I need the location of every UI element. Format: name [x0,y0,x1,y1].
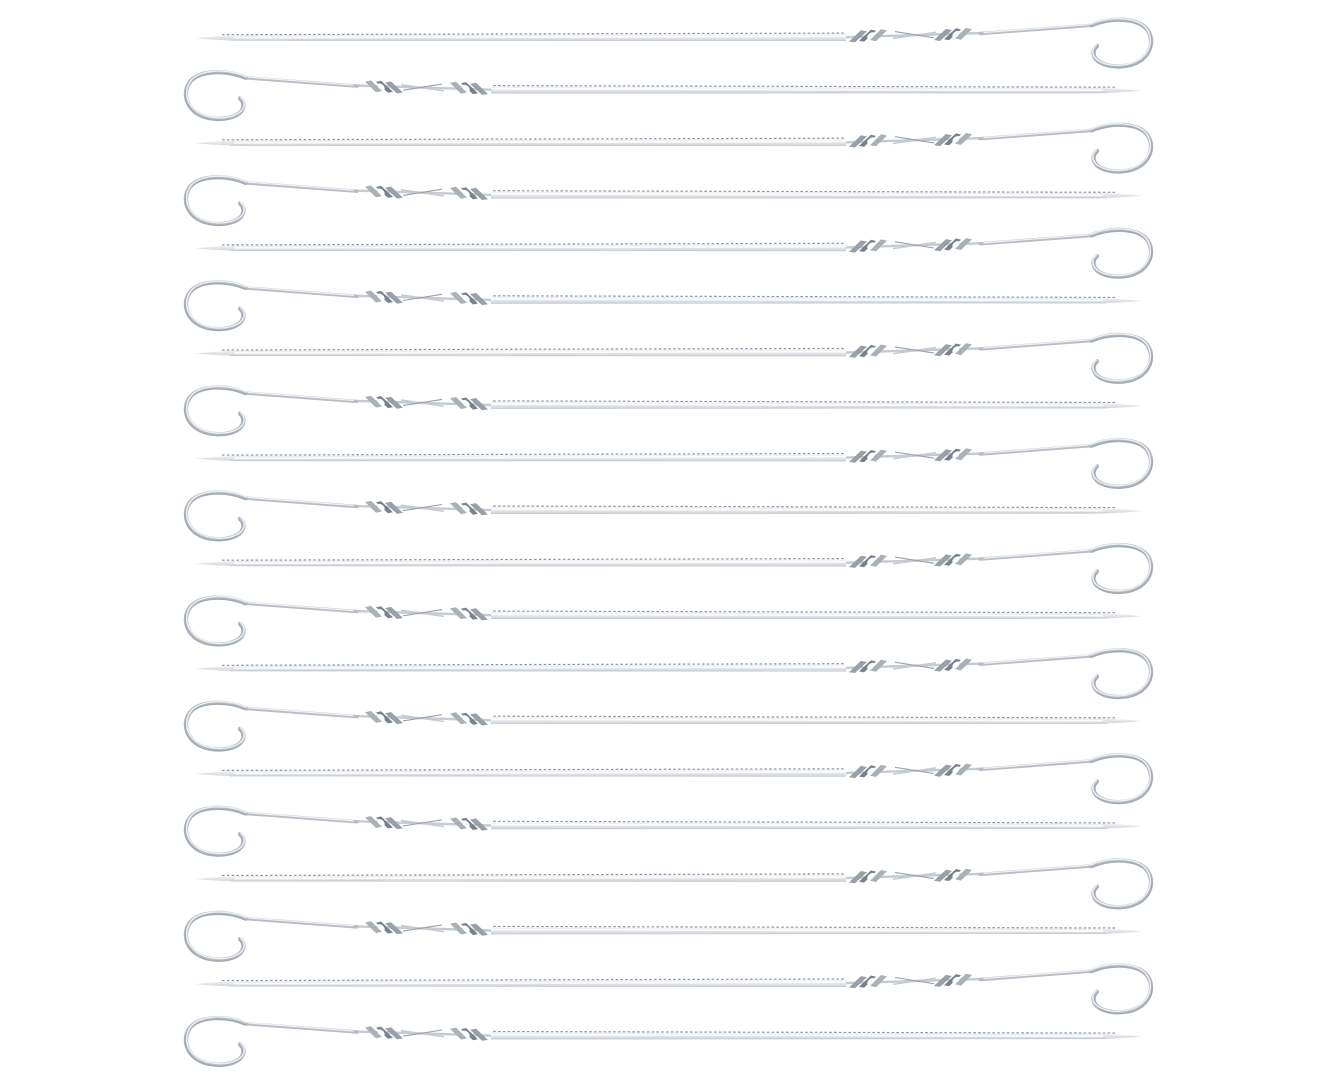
wire-stake [196,649,1152,698]
wire-stake [196,754,1152,803]
wire-stake [196,19,1152,68]
wire-stake [196,544,1152,593]
wire-stake [196,124,1152,173]
wire-stake [196,334,1152,383]
wire-stake [196,859,1152,908]
wire-stake [196,964,1152,1013]
wire-stake [196,229,1152,278]
wire-stake [185,71,1141,120]
wire-stake [185,807,1141,856]
wire-stake [185,597,1141,646]
wire-stake [185,386,1141,435]
wire-rows [185,19,1152,1067]
wire-stake [185,912,1141,961]
wire-stake [185,281,1141,330]
wire-stake [196,439,1152,488]
wire-stake [185,176,1141,225]
wire-stake [185,1017,1141,1066]
wire-stake [185,491,1141,540]
wire-stake [185,702,1141,751]
